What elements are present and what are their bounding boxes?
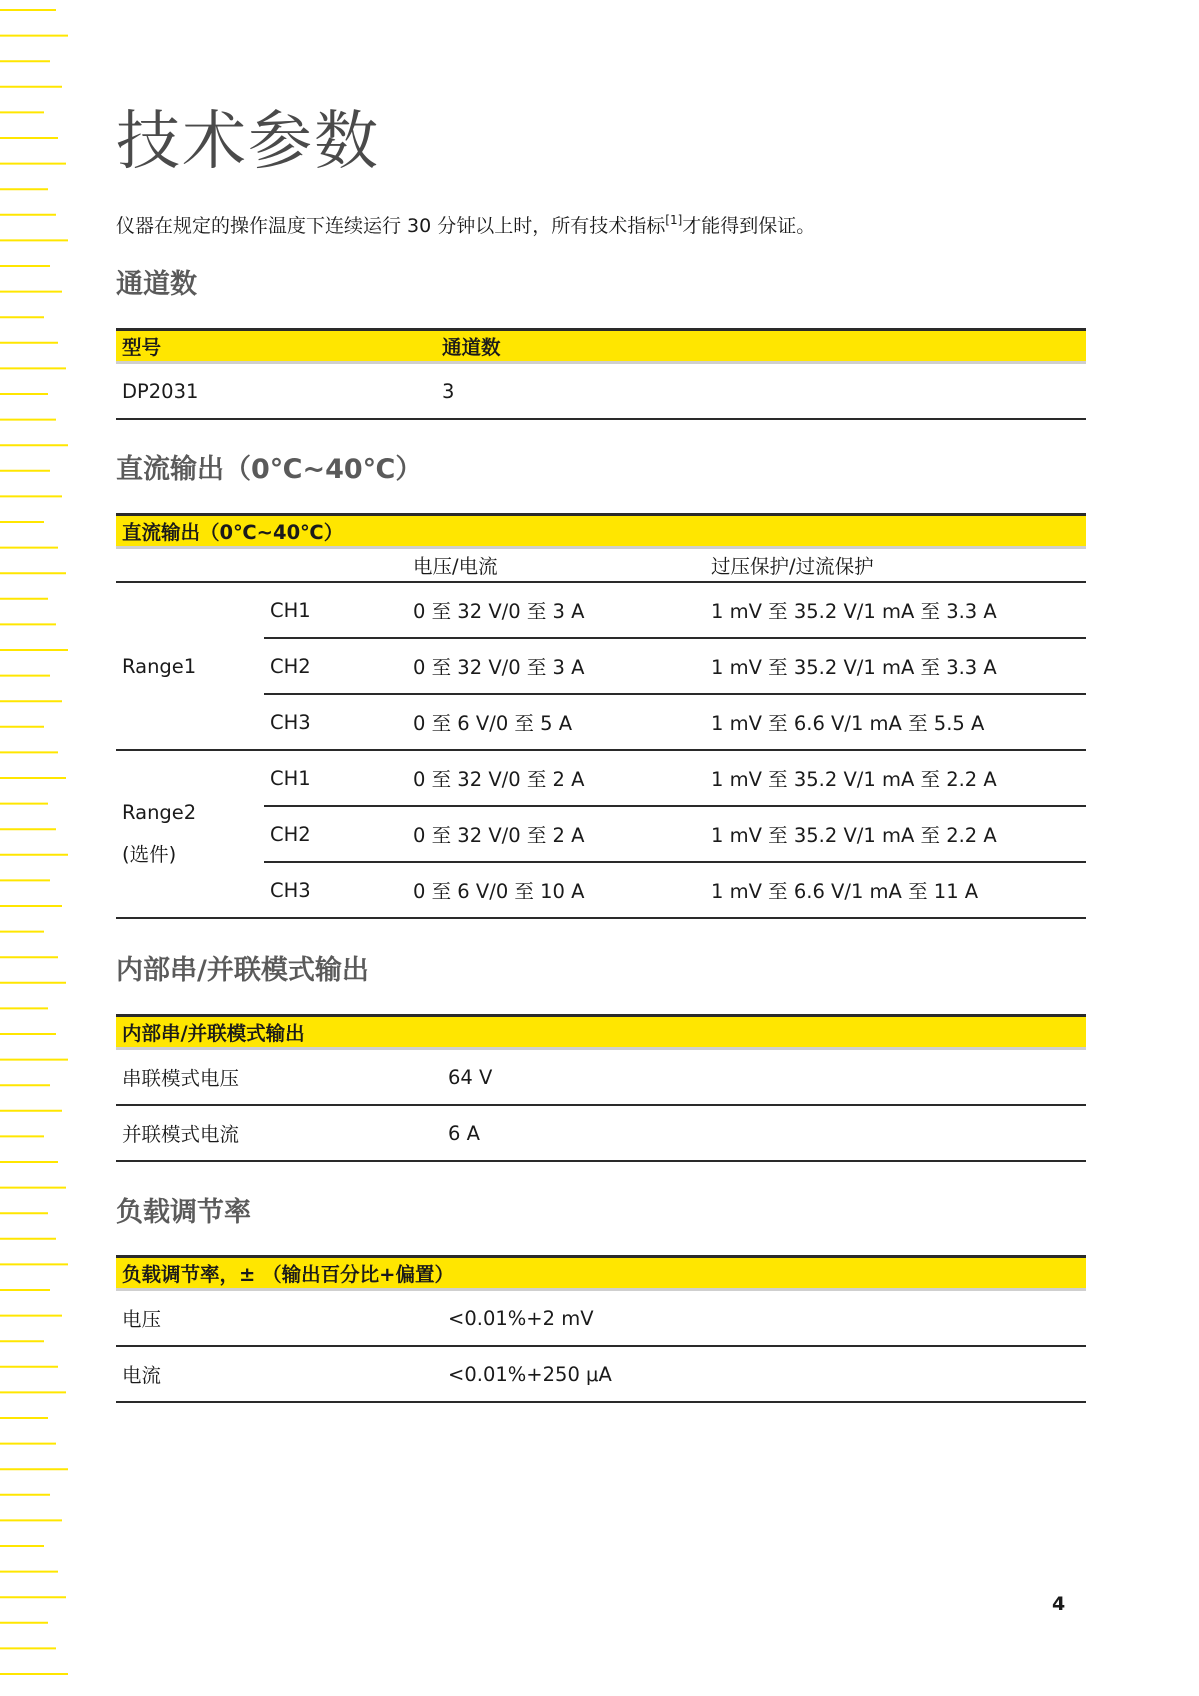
page-title: 技术参数 [116, 105, 380, 179]
col-header-protection: 过压保护/过流保护 [705, 548, 1086, 583]
header-channels: 通道数 [436, 330, 1086, 363]
row-value: 6 A [442, 1105, 1086, 1161]
load-regulation-table [116, 1255, 1086, 1403]
row-value: <0.01%+250 μA [442, 1346, 1086, 1402]
page-number: 4 [1052, 1593, 1066, 1615]
footnote-ref: [1] [665, 213, 683, 227]
protection-cell: 1 mV 至 35.2 V/1 mA 至 2.2 A [705, 806, 1086, 862]
voltage-current-cell: 0 至 32 V/0 至 3 A [407, 638, 705, 694]
protection-cell: 1 mV 至 6.6 V/1 mA 至 11 A [705, 862, 1086, 918]
series-parallel-table [116, 1014, 1086, 1162]
section-title-series-parallel: 内部串/并联模式输出 [116, 955, 369, 986]
series-parallel-table-header: 内部串/并联模式输出 [116, 1016, 1086, 1049]
table-row [116, 582, 1086, 638]
table-row [116, 1105, 1086, 1161]
intro-tail: 才能得到保证。 [682, 215, 816, 237]
table-header-row [116, 1257, 1086, 1290]
channel-cell: CH1 [264, 750, 407, 806]
header-model: 型号 [116, 330, 436, 363]
protection-cell: 1 mV 至 35.2 V/1 mA 至 3.3 A [705, 638, 1086, 694]
dc-output-table-header: 直流输出（0℃~40℃） [116, 515, 1086, 548]
section-title-channels: 通道数 [116, 269, 197, 300]
voltage-current-cell: 0 至 32 V/0 至 3 A [407, 582, 705, 638]
range2-note: (选件) [122, 843, 177, 866]
channel-cell: CH3 [264, 862, 407, 918]
load-regulation-table-header: 负载调节率，± （输出百分比+偏置） [116, 1257, 1086, 1290]
row-label: 串联模式电压 [116, 1049, 442, 1106]
intro-text: 仪器在规定的操作温度下连续运行 30 分钟以上时，所有技术指标 [116, 215, 666, 237]
voltage-current-cell: 0 至 6 V/0 至 5 A [407, 694, 705, 750]
table-header-row [116, 330, 1086, 363]
col-header-voltage-current: 电压/电流 [407, 548, 705, 583]
protection-cell: 1 mV 至 35.2 V/1 mA 至 3.3 A [705, 582, 1086, 638]
column-header-row [116, 548, 1086, 583]
table-header-row [116, 515, 1086, 548]
row-value: <0.01%+2 mV [442, 1290, 1086, 1347]
protection-cell: 1 mV 至 35.2 V/1 mA 至 2.2 A [705, 750, 1086, 806]
margin-line-decoration [0, 0, 70, 1696]
empty-cell [264, 548, 407, 583]
empty-cell [116, 548, 264, 583]
range2-label-text: Range2 [122, 801, 197, 824]
section-title-dc-output: 直流输出（0℃~40℃） [116, 454, 423, 485]
dc-output-table [116, 513, 1086, 919]
channel-cell: CH3 [264, 694, 407, 750]
voltage-current-cell: 0 至 32 V/0 至 2 A [407, 806, 705, 862]
intro-paragraph [116, 205, 815, 241]
channels-table [116, 328, 1086, 420]
voltage-current-cell: 0 至 32 V/0 至 2 A [407, 750, 705, 806]
table-row [116, 363, 1086, 420]
row-value: 64 V [442, 1049, 1086, 1106]
table-row [116, 750, 1086, 806]
channel-cell: CH2 [264, 638, 407, 694]
channel-cell: CH2 [264, 806, 407, 862]
voltage-current-cell: 0 至 6 V/0 至 10 A [407, 862, 705, 918]
table-row [116, 1346, 1086, 1402]
table-row [116, 1049, 1086, 1106]
table-header-row [116, 1016, 1086, 1049]
row-label: 并联模式电流 [116, 1105, 442, 1161]
row-label: 电流 [116, 1346, 442, 1402]
range1-label: Range1 [116, 582, 264, 750]
channel-cell: CH1 [264, 582, 407, 638]
range2-label [116, 750, 264, 918]
row-label: 电压 [116, 1290, 442, 1347]
model-cell: DP2031 [116, 363, 436, 420]
channel-count-cell: 3 [436, 363, 1086, 420]
section-title-load-regulation: 负载调节率 [116, 1197, 251, 1228]
protection-cell: 1 mV 至 6.6 V/1 mA 至 5.5 A [705, 694, 1086, 750]
table-row [116, 1290, 1086, 1347]
